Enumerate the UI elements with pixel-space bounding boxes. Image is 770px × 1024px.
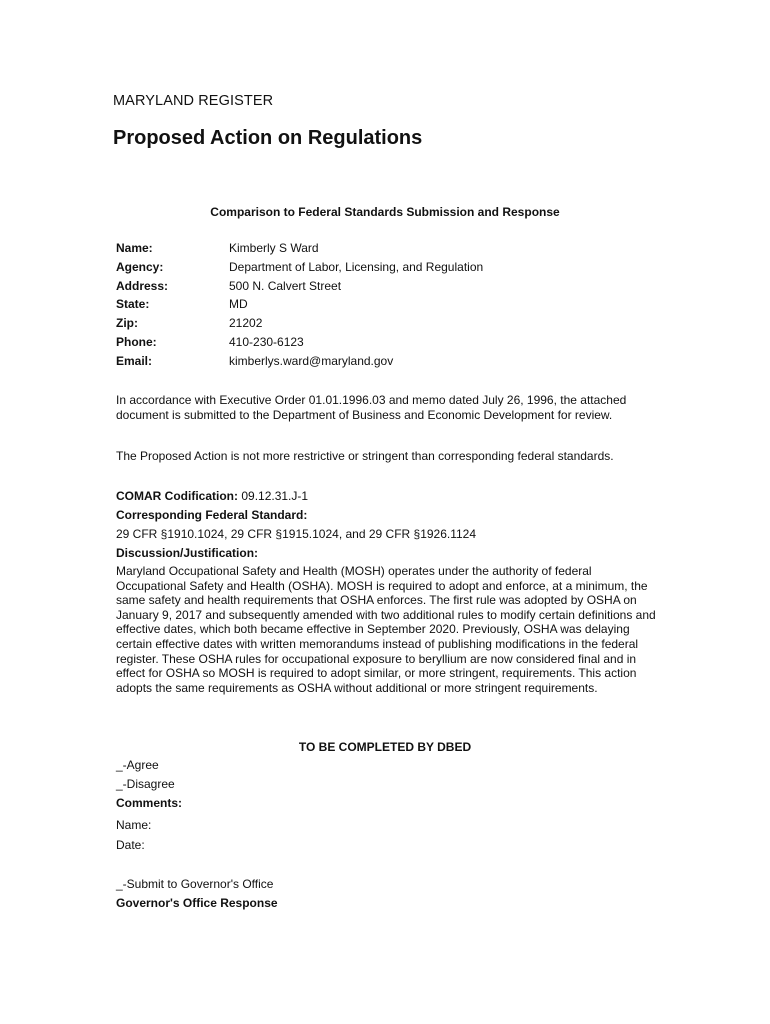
restrictiveness-statement: The Proposed Action is not more restrictive or stringent than corresponding federal standards. (116, 449, 614, 463)
discussion-text: Maryland Occupational Safety and Health (MOSH) operates under the authority of federal Occupational Safety and Health (OSHA). MOSH is required to adopt and enforce, at a minimum, the same safety and health requirements that OSHA enforces. The first rule was adopted by OSHA on January 9, 2017 and subsequently amended with two additional rules to modify certain definitions and effective dates, which both became effective in September 2020. Previously, OSHA was delaying certain effective dates with written memorandums instead of publishing modifications in the federal register. These OSHA rules for occupational exposure to beryllium are now considered final and in effect for OSHA so MOSH is required to adopt similar, or more stringent, requirements. This action adopts the same requirements as OSHA without additional or more stringent requirements. (116, 564, 656, 695)
register-name: MARYLAND REGISTER (113, 93, 274, 109)
dbed-title: TO BE COMPLETED BY DBED (298, 740, 472, 754)
agency-value: Department of Labor, Licensing, and Regulation (229, 259, 484, 274)
federal-standard-value: 29 CFR §1910.1024, 29 CFR §1915.1024, and 29 CFR §1926.1124 (116, 527, 477, 541)
contact-row-state (116, 295, 483, 314)
contact-row-address (116, 277, 483, 296)
phone-label: Phone: (116, 334, 157, 349)
comar-label: COMAR Codification: (116, 489, 238, 503)
review-date-label: Date: (116, 838, 145, 852)
address-label: Address: (116, 278, 169, 293)
section-title: Comparison to Federal Standards Submission and Response (210, 205, 560, 219)
state-value: MD (229, 297, 248, 312)
zip-value: 21202 (229, 316, 263, 331)
agency-label: Agency: (116, 259, 164, 274)
email-value: kimberlys.ward@maryland.gov (229, 353, 394, 368)
discussion-label: Discussion/Justification: (116, 546, 259, 560)
contact-info-table (116, 239, 483, 371)
comar-codification (116, 489, 308, 504)
contact-row-phone (116, 333, 483, 352)
contact-row-agency (116, 258, 483, 277)
state-label: State: (116, 297, 150, 312)
zip-label: Zip: (116, 316, 138, 331)
name-value: Kimberly S Ward (229, 241, 319, 255)
comar-value: 09.12.31.J-1 (241, 489, 309, 503)
email-label: Email: (116, 353, 153, 368)
agree-option: _-Agree (116, 758, 159, 772)
phone-value: 410-230-6123 (229, 334, 304, 349)
address-value: 500 N. Calvert Street (229, 278, 342, 293)
comments-label: Comments: (116, 796, 183, 810)
page-title: Proposed Action on Regulations (113, 127, 423, 149)
contact-row-zip (116, 314, 483, 333)
contact-row-name (116, 239, 483, 258)
federal-standard-label: Corresponding Federal Standard: (116, 508, 308, 522)
governor-response-label: Governor's Office Response (116, 896, 278, 910)
disagree-option: _-Disagree (116, 777, 175, 791)
name-label: Name: (116, 241, 153, 255)
submit-option: _-Submit to Governor's Office (116, 877, 274, 891)
reviewer-name-label: Name: (116, 818, 152, 832)
contact-row-email (116, 352, 483, 371)
intro-paragraph: In accordance with Executive Order 01.01.1996.03 and memo dated July 26, 1996, the attached document is submitted to the Department of Business and Economic Development for review. (116, 393, 627, 423)
